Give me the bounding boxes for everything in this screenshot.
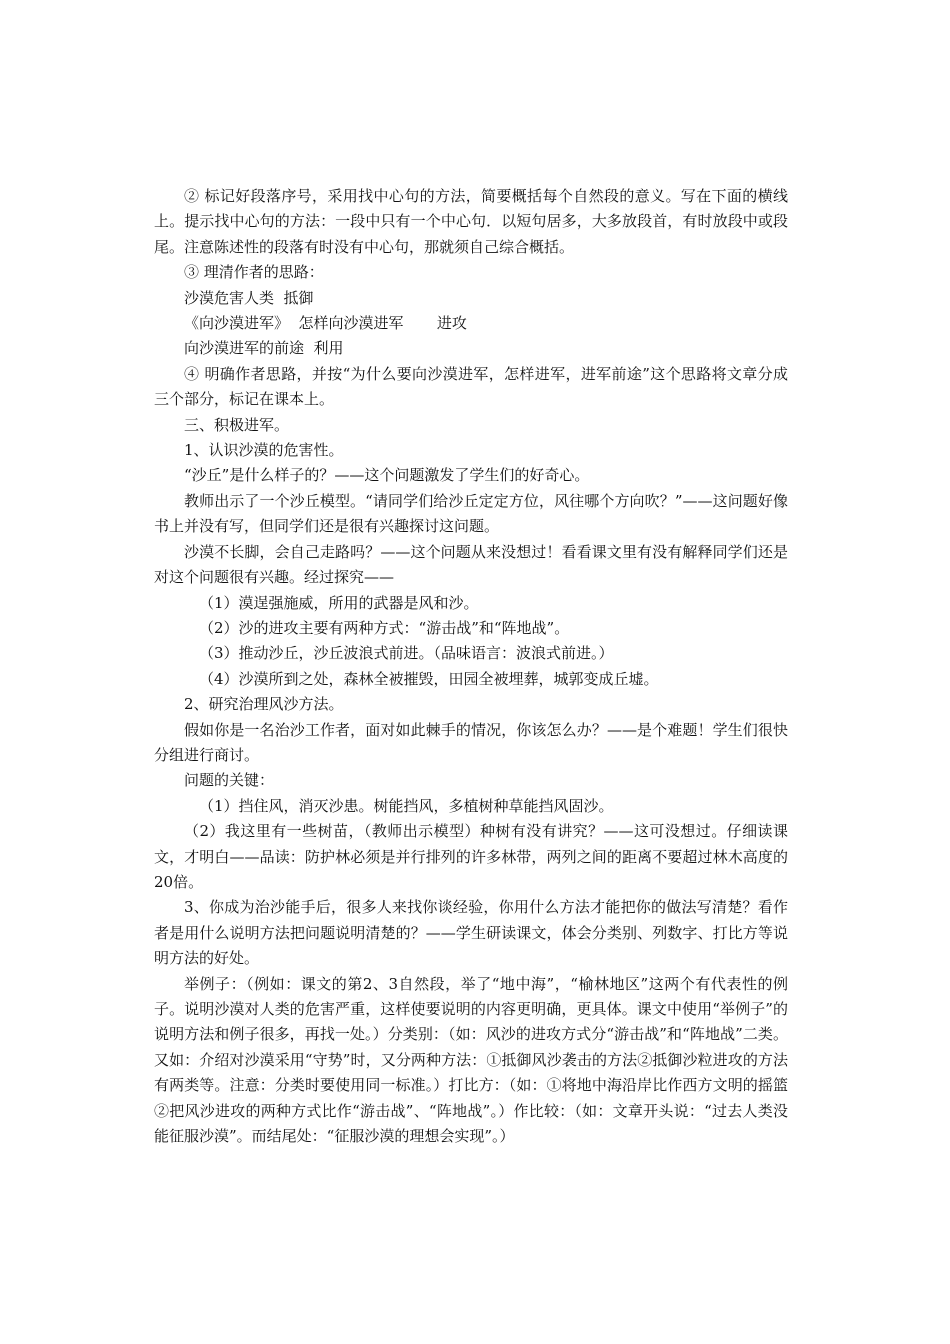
paragraph-desert-walk: 沙漠不长脚，会自己走路吗？——这个问题从来没想过！看看课文里有没有解释同学们还是对这个问题很有兴趣。经过探究—— <box>154 542 788 587</box>
section-heading-3: 三、积极进军。 <box>184 415 290 434</box>
paragraph-outline-step-2: ② 标记好段落序号，采用找中心句的方法，简要概括每个自然段的意义。写在下面的横线上。提示找中心句的方法：一段中只有一个中心句．以短句居多，大多放段首，有时放段中或段尾。注意陈述性的段落有时没有中心句，那就须自己综合概括。 <box>154 187 788 256</box>
document-page <box>154 184 788 1149</box>
list-item-key-2: （2）我这里有一些树苗，（教师出示模型）种树有没有讲究？——这可没想过。仔细读课文，才明白——品读：防护林必须是并行排列的许多林带，两列之间的距离不要超过林木高度的20倍。 <box>154 822 788 891</box>
paragraph-dune-model: 教师出示了一个沙丘模型。“请同学们给沙丘定定方位，风往哪个方向吹？”——这问题好像书上并没有写，但同学们还是很有兴趣探讨这问题。 <box>154 491 788 536</box>
subheading-3: 3、你成为治沙能手后，很多人来找你谈经验，你用什么方法才能把你的做法写清楚？看作者是用什么说明方法把问题说明清楚的？——学生研读课文，体会分类别、列数字、打比方等说明方法的好处。 <box>154 898 788 968</box>
paragraph-sand-worker: 假如你是一名治沙工作者，面对如此棘手的情况，你该怎么办？——是个难题！学生们很快分组进行商讨。 <box>154 720 788 764</box>
paragraph-outline-step-4: ④ 明确作者思路，并按“为什么要向沙漠进军，怎样进军，进军前途”这个思路将文章分成三个部分，标记在课本上。 <box>154 364 788 409</box>
subheading-1: 1、认识沙漠的危害性。 <box>184 441 344 460</box>
subheading-2: 2、研究治理风沙方法。 <box>184 695 344 714</box>
paragraph-dune-question: “沙丘”是什么样子的？——这个问题激发了学生们的好奇心。 <box>184 466 590 485</box>
outline-line-3: 向沙漠进军的前途 利用 <box>184 339 344 358</box>
paragraph-key-question: 问题的关键： <box>184 771 275 790</box>
list-item-4: （4）沙漠所到之处，森林全被摧毁，田园全被埋葬，城郭变成丘墟。 <box>199 669 659 688</box>
list-item-3: （3）推动沙丘，沙丘波浪式前进。（品味语言：波浪式前进。） <box>199 644 614 663</box>
outline-line-1: 沙漠危害人类 抵御 <box>184 288 314 307</box>
paragraph-outline-step-3: ③ 理清作者的思路： <box>184 263 324 282</box>
paragraph-explanation-methods: 举例子：（例如：课文的第2、3自然段，举了“地中海”，“榆林地区”这两个有代表性的例子。说明沙漠对人类的危害严重，这样使要说明的内容更明确，更具体。课文中使用“举例子”的说明方法和例子很多，再找一处。）分类别：（如：风沙的进攻方式分“游击战”和“阵地战”二类。又如：介绍对沙漠采用“守势”时，又分两种方法：①抵御风沙袭击的方法②抵御沙粒进攻的方法有两类等。注意：分类时要使用同一标准。）打比方：（如：①将地中海沿岸比作西方文明的摇篮②把风沙进攻的两种方式比作“游击战”、“阵地战”。）作比较：（如：文章开头说：“过去人类没能征服沙漠”。而结尾处：“征服沙漠的理想会实现”。） <box>154 974 788 1146</box>
list-item-2: （2）沙的进攻主要有两种方式：“游击战”和“阵地战”。 <box>199 618 570 637</box>
outline-line-2: 《向沙漠进军》 怎样向沙漠进军 进攻 <box>184 314 467 333</box>
list-item-key-1: （1）挡住风，消灭沙患。树能挡风，多植树种草能挡风固沙。 <box>199 796 614 815</box>
list-item-1: （1）漠逞强施威，所用的武器是风和沙。 <box>199 593 479 612</box>
